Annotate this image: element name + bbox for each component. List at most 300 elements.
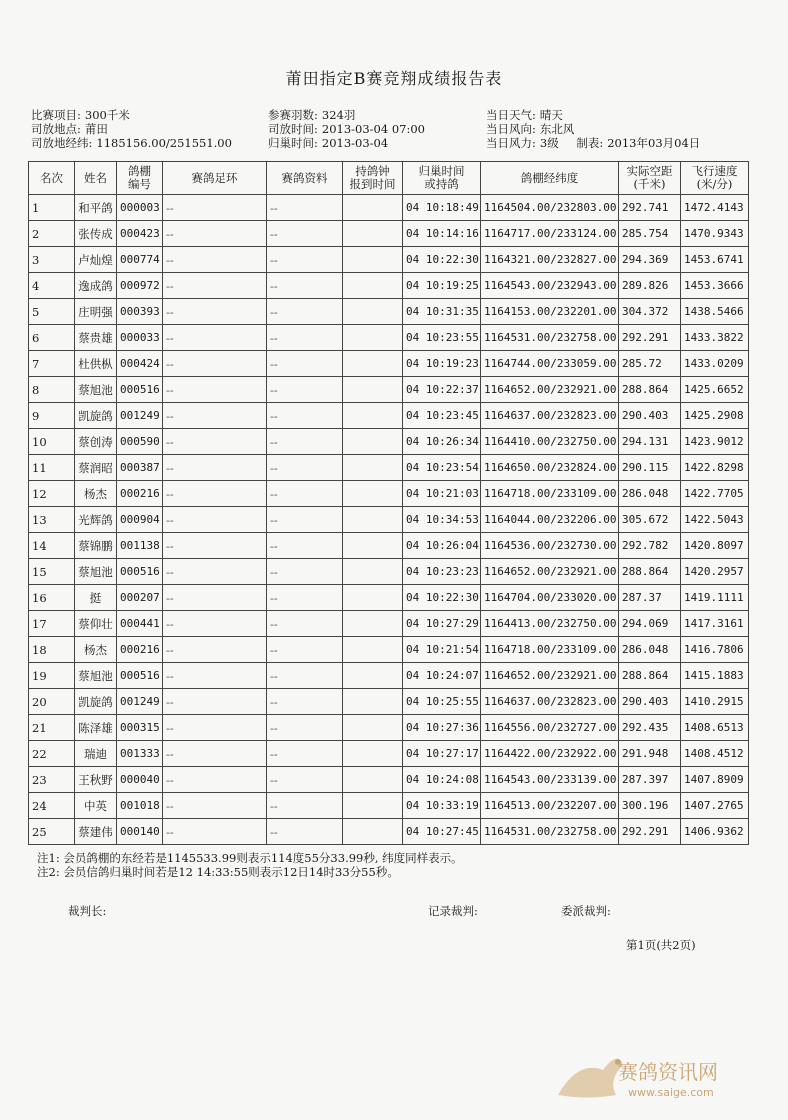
cell-info: -- [267,507,343,533]
cell-clock [343,611,403,637]
cell-name: 卢灿煌 [75,247,117,273]
cell-name: 中英 [75,793,117,819]
cell-time: 04 10:34:53 [403,507,481,533]
cell-ring: -- [163,767,267,793]
cell-info: -- [267,767,343,793]
header-distance-line2: (千米) [633,177,666,191]
cell-coord: 1164531.00/232758.00 [481,819,619,845]
cell-clock [343,325,403,351]
cell-loft-no: 001333 [117,741,163,767]
cell-ring: -- [163,429,267,455]
cell-clock [343,559,403,585]
header-speed [681,162,749,195]
header-info: 赛鸽资料 [267,162,343,195]
table-row [29,377,749,403]
cell-time: 04 10:25:55 [403,689,481,715]
cell-rank: 11 [29,455,75,481]
meta-entries [268,108,355,122]
cell-rank: 8 [29,377,75,403]
meta-location-label: 司放地点: [31,122,81,136]
cell-distance: 294.069 [619,611,681,637]
meta-wind-dir-value: 东北风 [539,122,575,136]
meta-weather-label: 当日天气: [486,108,536,122]
cell-ring: -- [163,195,267,221]
cell-info: -- [267,429,343,455]
cell-distance: 285.754 [619,221,681,247]
cell-distance: 292.291 [619,325,681,351]
cell-time: 04 10:21:54 [403,637,481,663]
meta-return [268,136,388,150]
cell-rank: 7 [29,351,75,377]
header-time-line1: 归巢时间 [418,164,465,178]
cell-rank: 21 [29,715,75,741]
cell-coord: 1164650.00/232824.00 [481,455,619,481]
cell-loft-no: 000516 [117,377,163,403]
cell-ring: -- [163,325,267,351]
cell-loft-no: 000393 [117,299,163,325]
cell-ring: -- [163,637,267,663]
cell-ring: -- [163,377,267,403]
cell-info: -- [267,793,343,819]
cell-speed: 1410.2915 [681,689,749,715]
cell-speed: 1407.2765 [681,793,749,819]
cell-time: 04 10:26:04 [403,533,481,559]
cell-distance: 290.403 [619,403,681,429]
cell-speed: 1415.1883 [681,663,749,689]
table-row [29,221,749,247]
cell-coord: 1164422.00/232922.00 [481,741,619,767]
cell-speed: 1433.0209 [681,351,749,377]
cell-rank: 1 [29,195,75,221]
cell-distance: 285.72 [619,351,681,377]
cell-distance: 300.196 [619,793,681,819]
table-row [29,403,749,429]
cell-clock [343,663,403,689]
cell-info: -- [267,819,343,845]
cell-speed: 1417.3161 [681,611,749,637]
note-1: 注1: 会员鸽棚的东经若是1145533.99则表示114度55分33.99秒, 纬度同样表示。 [37,851,463,865]
cell-rank: 13 [29,507,75,533]
cell-speed: 1425.6652 [681,377,749,403]
cell-info: -- [267,637,343,663]
cell-speed: 1425.2908 [681,403,749,429]
table-row [29,455,749,481]
table-row [29,247,749,273]
cell-rank: 12 [29,481,75,507]
cell-distance: 286.048 [619,481,681,507]
cell-time: 04 10:27:29 [403,611,481,637]
cell-time: 04 10:23:23 [403,559,481,585]
cell-loft-no: 000033 [117,325,163,351]
meta-wind-force [486,136,700,150]
cell-distance: 287.397 [619,767,681,793]
cell-distance: 288.864 [619,663,681,689]
cell-coord: 1164718.00/233109.00 [481,481,619,507]
cell-loft-no: 000140 [117,819,163,845]
cell-time: 04 10:27:36 [403,715,481,741]
cell-info: -- [267,299,343,325]
cell-speed: 1453.3666 [681,273,749,299]
cell-name: 杨杰 [75,481,117,507]
cell-ring: -- [163,689,267,715]
cell-info: -- [267,403,343,429]
meta-wind-force-label: 当日风力: [486,136,536,150]
header-name: 姓名 [75,162,117,195]
header-rank: 名次 [29,162,75,195]
cell-distance: 292.291 [619,819,681,845]
cell-speed: 1416.7806 [681,637,749,663]
cell-ring: -- [163,403,267,429]
meta-made-value: 2013年03月04日 [607,136,701,150]
table-row [29,429,749,455]
cell-coord: 1164513.00/232207.00 [481,793,619,819]
table-row [29,559,749,585]
cell-ring: -- [163,481,267,507]
results-table [28,161,749,845]
cell-loft-no: 000315 [117,715,163,741]
cell-time: 04 10:33:19 [403,793,481,819]
header-loft-no-line2: 编号 [128,177,151,191]
cell-rank: 2 [29,221,75,247]
cell-coord: 1164543.00/232943.00 [481,273,619,299]
cell-rank: 22 [29,741,75,767]
cell-info: -- [267,481,343,507]
cell-info: -- [267,559,343,585]
header-loft-no [117,162,163,195]
table-row [29,533,749,559]
cell-clock [343,247,403,273]
table-row [29,273,749,299]
cell-ring: -- [163,247,267,273]
watermark-text: 赛鸽资讯网 [618,1060,718,1084]
cell-ring: -- [163,819,267,845]
table-row [29,611,749,637]
cell-coord: 1164556.00/232727.00 [481,715,619,741]
cell-rank: 3 [29,247,75,273]
cell-loft-no: 000424 [117,351,163,377]
header-time [403,162,481,195]
meta-weather [486,108,563,122]
signature-chief: 裁判长: [68,904,107,918]
table-row [29,195,749,221]
cell-loft-no: 000774 [117,247,163,273]
cell-ring: -- [163,559,267,585]
table-row [29,663,749,689]
page-number: 第1页(共2页) [626,938,696,952]
cell-name: 王秋野 [75,767,117,793]
cell-name: 陈泽雄 [75,715,117,741]
cell-distance: 290.115 [619,455,681,481]
cell-info: -- [267,221,343,247]
cell-loft-no: 000003 [117,195,163,221]
cell-loft-no: 000207 [117,585,163,611]
cell-info: -- [267,689,343,715]
meta-event-value: 300千米 [84,108,130,122]
cell-name: 蔡建伟 [75,819,117,845]
cell-rank: 23 [29,767,75,793]
cell-clock [343,689,403,715]
cell-ring: -- [163,507,267,533]
cell-rank: 9 [29,403,75,429]
meta-event-label: 比赛项目: [31,108,81,122]
cell-time: 04 10:31:35 [403,299,481,325]
cell-time: 04 10:21:03 [403,481,481,507]
cell-coord: 1164717.00/233124.00 [481,221,619,247]
cell-time: 04 10:27:45 [403,819,481,845]
cell-name: 杜供枞 [75,351,117,377]
cell-time: 04 10:24:08 [403,767,481,793]
cell-coord: 1164744.00/233059.00 [481,351,619,377]
cell-clock [343,221,403,247]
table-row [29,351,749,377]
meta-weather-value: 晴天 [539,108,563,122]
cell-loft-no: 000216 [117,481,163,507]
cell-speed: 1423.9012 [681,429,749,455]
cell-coord: 1164153.00/232201.00 [481,299,619,325]
cell-loft-no: 000590 [117,429,163,455]
meta-location-value: 莆田 [84,122,108,136]
cell-loft-no: 000972 [117,273,163,299]
cell-loft-no: 000040 [117,767,163,793]
cell-name: 杨杰 [75,637,117,663]
cell-rank: 20 [29,689,75,715]
table-row [29,637,749,663]
cell-speed: 1422.8298 [681,455,749,481]
meta-entries-label: 参赛羽数: [268,108,318,122]
cell-clock [343,273,403,299]
cell-distance: 294.131 [619,429,681,455]
cell-ring: -- [163,533,267,559]
cell-name: 凯旋鸽 [75,689,117,715]
cell-name: 和平鸽 [75,195,117,221]
table-row [29,585,749,611]
header-distance [619,162,681,195]
cell-clock [343,637,403,663]
cell-clock [343,455,403,481]
cell-speed: 1472.4143 [681,195,749,221]
cell-time: 04 10:22:37 [403,377,481,403]
signature-recorder: 记录裁判: [428,904,478,918]
cell-coord: 1164536.00/232730.00 [481,533,619,559]
header-speed-line1: 飞行速度 [691,164,738,178]
cell-info: -- [267,273,343,299]
cell-time: 04 10:19:23 [403,351,481,377]
cell-speed: 1408.4512 [681,741,749,767]
meta-wind-dir [486,122,574,136]
results-body [29,195,749,845]
cell-distance: 288.864 [619,559,681,585]
cell-name: 蔡润昭 [75,455,117,481]
cell-rank: 15 [29,559,75,585]
header-clock-line1: 持鸽钟 [355,164,390,178]
table-row [29,507,749,533]
notes [37,851,463,879]
cell-rank: 19 [29,663,75,689]
cell-ring: -- [163,351,267,377]
cell-coord: 1164704.00/233020.00 [481,585,619,611]
header-loft-no-line1: 鸽棚 [128,164,151,178]
cell-clock [343,195,403,221]
table-row [29,819,749,845]
cell-rank: 6 [29,325,75,351]
cell-speed: 1420.8097 [681,533,749,559]
cell-loft-no: 000441 [117,611,163,637]
meta-release-label: 司放时间: [268,122,318,136]
cell-loft-no: 000423 [117,221,163,247]
meta-entries-value: 324羽 [321,108,356,122]
cell-clock [343,403,403,429]
cell-ring: -- [163,221,267,247]
cell-name: 瑞迪 [75,741,117,767]
cell-info: -- [267,195,343,221]
cell-info: -- [267,611,343,637]
cell-loft-no: 000387 [117,455,163,481]
meta-location [31,122,108,136]
cell-name: 蔡旭池 [75,377,117,403]
cell-clock [343,533,403,559]
cell-coord: 1164531.00/232758.00 [481,325,619,351]
cell-time: 04 10:23:55 [403,325,481,351]
cell-loft-no: 001138 [117,533,163,559]
cell-time: 04 10:27:17 [403,741,481,767]
header-coord: 鸽棚经纬度 [481,162,619,195]
table-row [29,299,749,325]
cell-name: 蔡仰壮 [75,611,117,637]
cell-rank: 10 [29,429,75,455]
cell-speed: 1470.9343 [681,221,749,247]
cell-rank: 14 [29,533,75,559]
cell-speed: 1433.3822 [681,325,749,351]
table-row [29,715,749,741]
table-row [29,767,749,793]
cell-distance: 286.048 [619,637,681,663]
cell-distance: 289.826 [619,273,681,299]
cell-name: 蔡旭池 [75,663,117,689]
cell-loft-no: 000516 [117,663,163,689]
cell-info: -- [267,663,343,689]
cell-clock [343,819,403,845]
cell-speed: 1407.8909 [681,767,749,793]
table-row [29,481,749,507]
table-header-row [29,162,749,195]
cell-info: -- [267,741,343,767]
cell-coord: 1164718.00/233109.00 [481,637,619,663]
header-speed-line2: (米/分) [696,177,733,191]
cell-name: 凯旋鸽 [75,403,117,429]
note-2: 注2: 会员信鸽归巢时间若是12 14:33:55则表示12日14时33分55秒。 [37,865,399,879]
cell-distance: 287.37 [619,585,681,611]
cell-time: 04 10:18:49 [403,195,481,221]
cell-rank: 16 [29,585,75,611]
cell-loft-no: 001018 [117,793,163,819]
cell-speed: 1438.5466 [681,299,749,325]
meta-coord-value: 1185156.00/251551.00 [96,136,232,150]
cell-time: 04 10:22:30 [403,585,481,611]
cell-clock [343,715,403,741]
meta-wind-dir-label: 当日风向: [486,122,536,136]
header-distance-line1: 实际空距 [626,164,673,178]
cell-rank: 17 [29,611,75,637]
meta-release [268,122,425,136]
cell-rank: 4 [29,273,75,299]
cell-speed: 1422.5043 [681,507,749,533]
cell-clock [343,793,403,819]
meta-made-label: 制表: [576,136,604,150]
cell-clock [343,481,403,507]
cell-ring: -- [163,585,267,611]
header-clock-line2: 报到时间 [349,177,396,191]
cell-speed: 1420.2957 [681,559,749,585]
header-clock [343,162,403,195]
cell-coord: 1164410.00/232750.00 [481,429,619,455]
cell-name: 蔡创涛 [75,429,117,455]
cell-coord: 1164652.00/232921.00 [481,559,619,585]
cell-distance: 292.741 [619,195,681,221]
cell-rank: 18 [29,637,75,663]
cell-loft-no: 000516 [117,559,163,585]
cell-coord: 1164413.00/232750.00 [481,611,619,637]
signature-delegate: 委派裁判: [561,904,611,918]
meta-return-value: 2013-03-04 [321,136,389,150]
cell-time: 04 10:24:07 [403,663,481,689]
header-time-line2: 或持鸽 [424,177,459,191]
cell-speed: 1453.6741 [681,247,749,273]
cell-distance: 304.372 [619,299,681,325]
cell-ring: -- [163,663,267,689]
cell-ring: -- [163,299,267,325]
cell-info: -- [267,247,343,273]
cell-rank: 24 [29,793,75,819]
cell-info: -- [267,377,343,403]
cell-time: 04 10:19:25 [403,273,481,299]
cell-info: -- [267,533,343,559]
cell-ring: -- [163,611,267,637]
cell-loft-no: 001249 [117,403,163,429]
cell-info: -- [267,351,343,377]
cell-coord: 1164637.00/232823.00 [481,689,619,715]
cell-loft-no: 000216 [117,637,163,663]
cell-name: 逸成鸽 [75,273,117,299]
cell-ring: -- [163,715,267,741]
cell-clock [343,299,403,325]
cell-coord: 1164543.00/233139.00 [481,767,619,793]
cell-speed: 1408.6513 [681,715,749,741]
meta-release-value: 2013-03-04 07:00 [321,122,425,136]
cell-coord: 1164321.00/232827.00 [481,247,619,273]
cell-distance: 290.403 [619,689,681,715]
cell-name: 蔡贵雄 [75,325,117,351]
report-title: 莆田指定B赛竞翔成绩报告表 [285,69,503,88]
cell-clock [343,767,403,793]
cell-rank: 25 [29,819,75,845]
cell-clock [343,429,403,455]
cell-distance: 291.948 [619,741,681,767]
cell-clock [343,585,403,611]
cell-distance: 305.672 [619,507,681,533]
cell-distance: 292.435 [619,715,681,741]
cell-distance: 294.369 [619,247,681,273]
cell-speed: 1406.9362 [681,819,749,845]
cell-ring: -- [163,741,267,767]
cell-loft-no: 001249 [117,689,163,715]
cell-coord: 1164044.00/232206.00 [481,507,619,533]
cell-time: 04 10:14:16 [403,221,481,247]
meta-return-label: 归巢时间: [268,136,318,150]
watermark-url: www.saige.com [628,1086,714,1099]
table-row [29,325,749,351]
meta-wind-force-value: 3级 [539,136,559,150]
cell-info: -- [267,585,343,611]
